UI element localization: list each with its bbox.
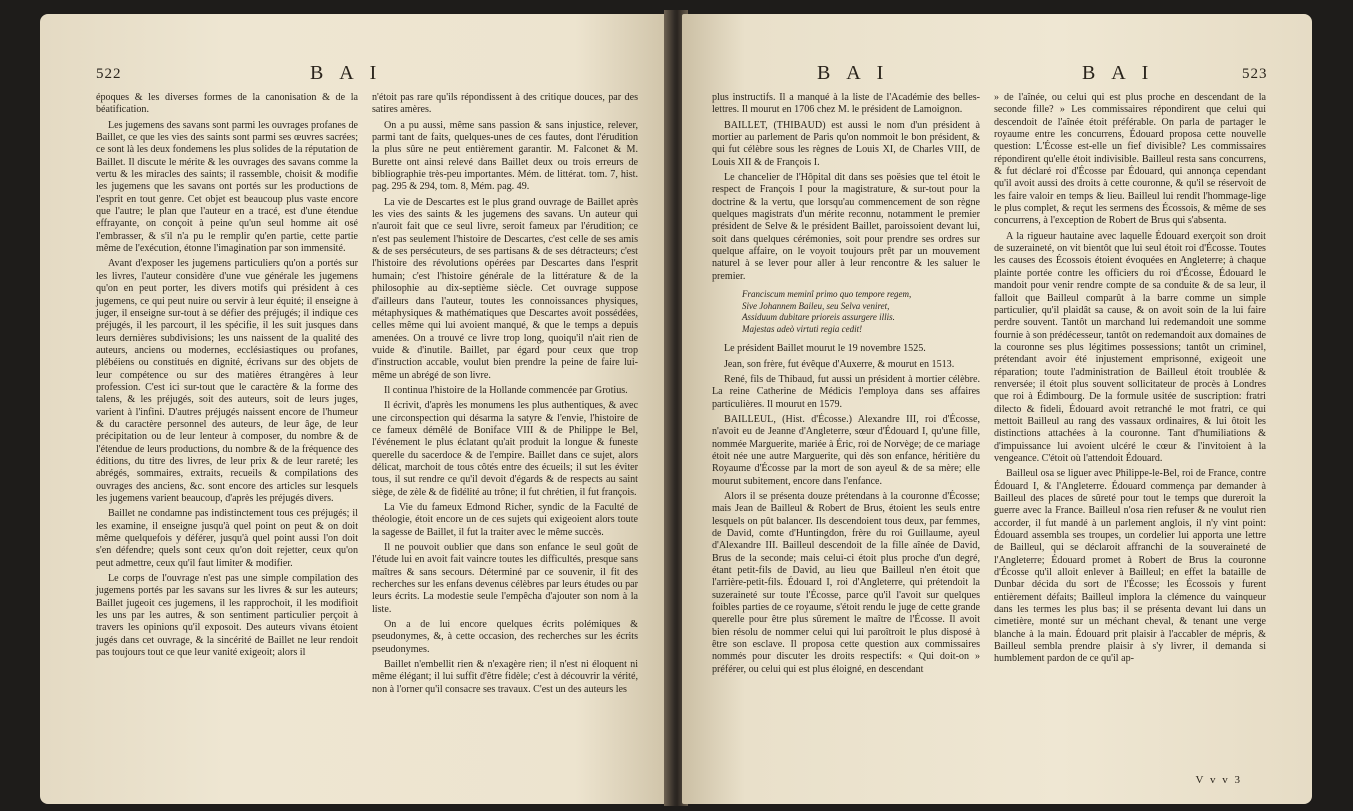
paragraph: époques & les diverses formes de la canonisation & de la béatification. — [96, 92, 358, 116]
right-running-title-1: B A I — [817, 62, 890, 84]
paragraph: On a pu aussi, même sans passion & sans injustice, relever, parmi tant de faits, quelques-unes de ces fautes, dont l'érudition la plus sûre ne peut entièrement garantir. M. Falconet & M. Burette ont ainsi relevé dans Baillet deux ou trois erreurs de bibliographie très-peu importantes. Mém. de littérat. tom. 7, hist. pag. 295 & 294, tom. 8, Mém. pag. 49. — [372, 119, 638, 193]
paragraph: » de l'aînée, ou celui qui est plus proche en descendant de la seconde fille? » Les commissaires répondirent que celui qui descendoit de l'aînée étoit préférable. On parla de partager le royaume entre les concurrens, Édouard proposa cette nouvelle question: L'Écosse est-elle un fief divisible? Les commissaires répondirent qu'elle étoit indivisible. Bailleul resta sans concurrens, & fut déclaré roi d'Écosse par Édouard, qui annonça cependant qu'il avoit aussi des droits à cette couronne, & qu'il se réservoit de les faire valoir en temps & lieu. Bailleul lui rendit l'hommage-lige le plus complet, & reçut les sermens des Écossois, & même de ses concurrens, à l'exception de Robert de Brus qui s'absenta. — [994, 92, 1266, 227]
paragraph: n'étoit pas rare qu'ils répondissent à des critique douces, par des satires amères. — [372, 92, 638, 116]
paragraph: Le président Baillet mourut le 19 novembre 1525. — [724, 343, 926, 355]
paragraph: La Vie du fameux Edmond Richer, syndic de la Faculté de théologie, étoit encore un de ces sujets qui exigeoient alors toute la sagesse de Baillet, il fut la traiter avec le même succès. — [372, 502, 638, 538]
right-page-number: 523 — [1242, 66, 1268, 82]
paragraph: Jean, son frère, fut évêque d'Auxerre, & mourut en 1513. — [724, 358, 955, 370]
right-running-title-2: B A I — [1082, 62, 1155, 84]
paragraph: plus instructifs. Il a manqué à la liste de l'Académie des belles-lettres. Il mourut en 1706 chez M. le président de Lamoignon. — [712, 92, 980, 116]
paragraph: Il ne pouvoit oublier que dans son enfance le seul goût de l'étude lui en avoit fait vaincre toutes les difficultés, presque sans maîtres & sans secours. Déterminé par ce souvenir, il fit des recherches sur les enfans devenus célèbres par leurs études ou par leurs écrits. La modestie seule l'empêcha d'ajouter son nom à la liste. — [372, 542, 638, 615]
left-running-title: B A I — [310, 62, 383, 84]
right-column-1 — [712, 92, 980, 679]
paragraph: Alors il se présenta douze prétendans à la couronne d'Écosse; mais Jean de Bailleul & Robert de Brus, étoient les seuls entre lesquels on pût balancer. Ils descendoient tous deux, par femmes, de David, comte d'Huntingdon, frère du roi Guillaume, ayeul d'Alexandre III. Bailleul descendoit de la fille aînée de David, Brus de la seconde; mais celui-ci étoit plus proche d'un degré, étant petit-fils de David, au lieu que Bailleul n'en étoit que l'arrière-petit-fils. Édouard I, roi d'Angleterre, qui prétendoit la suzeraineté sur toute l'Écosse, parce qu'il l'avoit sur quelques foibles parties de ce royaume, s'étoit rendu le juge de cette grande querelle pour être plus sûrement le maître de l'Écosse. Il avoit bien résolu de nommer celui qui lui paroîtroit le plus disposé à être son esclave. Il proposa cette question aux commissaires nommés pour discuter les droits respectifs: « Qui doit-on » préférer, ou celui qui est plus éloigné, en descendant — [712, 490, 980, 675]
signature-mark: V v v 3 — [1195, 774, 1242, 786]
left-running-head — [40, 62, 670, 92]
paragraph: Les jugemens des savans sont parmi les ouvrages profanes de Baillet, ce que les vies des saints sont parmi ses œuvres sacrées; ce sont là les deux fondemens les plus solides de la réputation de Baillet. Il discute le mérite & les ouvrages des savans comme la vertu & les miracles des saints; il rassemble, choisit & modifie les jugemens que les savans ont portés sur les productions de l'esprit en tout genre. Cet objet est beaucoup plus vaste encore que l'autre; le plan que l'auteur en a tracé, est d'une étendue effrayante, on conçoit à peine qu'un seul homme ait osé l'embrasser, & s'il n'a pu le remplir qu'en partie, cette partie même de l'exécution, étonne l'imagination par son immensité. — [96, 119, 358, 255]
paragraph: Le chancelier de l'Hôpital dit dans ses poësies que tel étoit le respect de François I pour la magistrature, & sur-tout pour la doctrine & la vertu, que lorsqu'au commencement de son règne quelques magistrats d'un mérite reconnu, notamment le premier président de Selve & le président Baillet, paroissoient devant lui, soit dans quelques cérémonies, soit pour prendre ses ordres sur quelque affaire, on le voyoit toujours prêt par un mouvement naturel à se lever pour aller à leur rencontre & les saluer le premier. — [712, 172, 980, 282]
paragraph: A la rigueur hautaine avec laquelle Édouard exerçoit son droit de suzeraineté, on vit bientôt que lui seul étoit roi d'Écosse. Toutes les causes des Écossois étoient évoquées en Angleterre; à chaque plainte portée contre les officiers du roi d'Écosse, Édouard le mandoit pour venir rendre compte de sa conduite & de sa leur, il falloit que Bailleul comparût à la barre comme un simple particulier, qu'il plaidât sa cause, & on avoit soin de la lui faire perdre souvent. Tantôt un marchand lui redemandoit une somme fournie à son prédécesseur, tantôt on redemandoit aux domaines de la couronne ses plus légitimes possessions; tantôt un criminel, prétendant avoir été injustement emprisonné, exigeoit une réparation; toute l'administration de Bailleul étoit troublée & renversée; il étoit plus souvent sollicitateur de procès à Londres que roi à Édimbourg. De la formule usitée de suscription: fratri dilecto & fideli, Édouard avoit retranché le mot fratri, ce qui mettoit Bailleul au rang des vassaux ordinaires, & lui ôtoit les distinctions attachées à la couronne. Tant d'humiliations & d'impuissance lui avoient ulcéré le cœur & l'invitoient à la vengeance. C'étoit où l'attendoit Édouard. — [994, 230, 1266, 464]
paragraph: Bailleul osa se liguer avec Philippe-le-Bel, roi de France, contre Édouard I, & l'Angleterre. Édouard commença par demander à Bailleul des places de sûreté pour tout le temps que dureroit la guerre avec la France. Bailleul n'osa rien refuser & ne voulut rien accorder, il fut mandé à un parlement anglois, il n'y vint point: Édouard assembla ses troupes, un cordelier lui apporta une lettre de Bailleul, qui se déclaroit affranchi de la souveraineté de l'Angleterre; Édouard promet à Robert de Brus la couronne d'Écosse qu'il alloit enlever à Bailleul; en effet la bataille de Dunbar décida du sort de l'Écosse; les Écossois y furent entièrement défaits; Bailleul implora la clémence du vainqueur dans les termes les plus bas; il se présenta devant lui dans un cimetière, monté sur un méchant cheval, & tenant une verge blanche à la main. Édouard prit plaisir à l'accabler de mépris, & Bailleul sembla prendre plaisir à s'y livrer, il demanda si humblement pardon de ce qu'il ap- — [994, 468, 1266, 665]
paragraph: René, fils de Thibaud, fut aussi un président à mortier célèbre. La reine Catherine de Médicis l'employa dans ses affaires particulières. Il mourut en 1579. — [712, 373, 980, 410]
right-page — [682, 14, 1312, 804]
right-column-2 — [994, 92, 1266, 669]
paragraph: Il écrivit, d'après les monumens les plus authentiques, & avec une circonspection qui désarma la satyre & l'envie, l'histoire de ce fameux démêlé de Boniface VIII & de Philippe le Bel, l'événement le plus éclatant qu'ait produit la longue & funeste querelle du sacerdoce & de l'empire. Baillet dans ce sujet, alors délicat, marchoit de tous côtés entre des écueils; il sut les éviter tous, il sut rendre ce qu'il devoit d'égards & de respects au saint siège, de zèle & de fidélité au trône; il fut chrétien, il fut françois. — [372, 400, 638, 498]
paragraph: Le corps de l'ouvrage n'est pas une simple compilation des jugemens portés par les savans sur les livres & sur les auteurs; Baillet jugeoit ces jugemens, il les rapprochoit, il les modifioit les uns par les autres, & son sentiment particulier perçoit à travers les opinions qu'il exposoit. Des auteurs vivans étoient jugés dans cet ouvrage, & la sincérité de Baillet ne leur rendoit pas toujours tout ce que leur vanité exigeoit; alors il — [96, 573, 358, 659]
paragraph: Baillet n'embellit rien & n'exagère rien; il n'est ni éloquent ni même élégant; il lui suffit d'être fidèle; c'est à découvrir la vérité, non à l'orner qu'il consacre ses travaux. C'est un des auteurs les — [372, 659, 638, 695]
left-page-number: 522 — [96, 66, 122, 82]
paragraph: Avant d'exposer les jugemens particuliers qu'on a portés sur les livres, l'auteur considère d'une vue générale les jugemens qu'on en peut porter, les divers motifs qui président à ces jugemens, ce qui peut nuire ou servir à leur équité; il enseigne à juger, il enseigne sur-tout à se défier des préjugés; il indique ces préjugés, il les parcourt, il les spécifie, il les suit jusques dans leurs dernières subdivisions; les uns naissent de la qualité des auteurs, anciens ou modernes, ecclésiastiques ou profanes, plébéiens ou constitués en dignité, écrivans sur des objets de leur compétence ou sur des matières étrangères à leur profession. C'est ici sur-tout que le caractère & la forme des talens, & les préjugés, soit des auteurs, soit de leurs juges, varient à l'infini. D'autres préjugés naissent encore de l'humeur & du caractère personnel des auteurs, de leur âge, de leur précipitation ou de leur lenteur à composer, du nombre & de l'étendue de leurs productions, du nombre & de la fréquence des éditions, du titre des livres, de leur prix & de leur rareté; les abrégés, sommaires, extraits, recueils & compilations des ouvrages des anciens, &c. sont encore des articles sur lesquels les jugemens varient beaucoup, d'après les préjugés divers. — [96, 258, 358, 504]
latin-verse: Franciscum meminî primo quo tempore regem, Sive Johannem Baileu, seu Selva veniret, Assiduum dubitare prioreis assurgere illis. Majestas adeò virtuti regia cedit! — [742, 289, 912, 334]
paragraph: BAILLEUL, (Hist. d'Écosse.) Alexandre III, roi d'Écosse, n'avoit eu de Jeanne d'Angleterre, sœur d'Édouard I, qu'une fille, nommée Marguerite, mariée à Éric, roi de Norvège; de ce mariage étoit née une autre Marguerite, qui dès son enfance, héritière du Royaume d'Écosse par la mort de son ayeul & de sa mère; elle mourut subitement, encore dans l'enfance. — [712, 413, 980, 487]
paragraph: Il continua l'histoire de la Hollande commencée par Grotius. — [384, 384, 628, 396]
left-column-2 — [372, 92, 638, 699]
paragraph: La vie de Descartes est le plus grand ouvrage de Baillet après les vies des saints & les jugemens des savans. Un auteur qui n'auroit fait que ce seul livre, seroit fameux par l'érudition; ce n'est pas seulement l'histoire de Descartes, c'est celle de ses amis & de ses persécuteurs, de ses partisans & de ses détracteurs; c'est l'histoire des révolutions opérées par Descartes dans l'esprit humain; c'est l'histoire générale de la littérature & de la philosophie au dix-septième siècle. Cet ouvrage suppose d'ailleurs dans l'auteur, toutes les connoissances physiques, métaphysiques & mathématiques que Descartes avoit possédées, celles même qui lui avoient manqué, & que le temps a depuis amenées. On a trouvé ce livre trop long, quoiqu'il n'ait rien de vuide & d'inutile. Baillet, par égard pour ceux que trop d'instruction accable, voulut bien prendre la peine de faire lui-même un abrégé de son livre. — [372, 196, 638, 381]
paragraph: On a de lui encore quelques écrits polémiques & pseudonymes, &, à cette occasion, des recherches sur les écrits pseudonymes. — [372, 619, 638, 655]
right-running-head — [682, 62, 1312, 92]
left-page — [40, 14, 670, 804]
left-column-1 — [96, 92, 358, 662]
paragraph: BAILLET, (THIBAUD) est aussi le nom d'un président à mortier au parlement de Paris qu'on nommoit le bon président, & qui fut célèbre sous les règnes de Louis XI, de Charles VIII, de Louis XII & de François I. — [712, 119, 980, 168]
paragraph: Baillet ne condamne pas indistinctement tous ces préjugés; il les examine, il enseigne jusqu'à quel point on peut & on doit même quelquefois y déférer, jusqu'à quel point aussi l'on doit s'en défendre; quels sont ceux qu'on doit rejetter, ceux qu'on peut admettre, ceux qu'il faut limiter & modifier. — [96, 508, 358, 569]
